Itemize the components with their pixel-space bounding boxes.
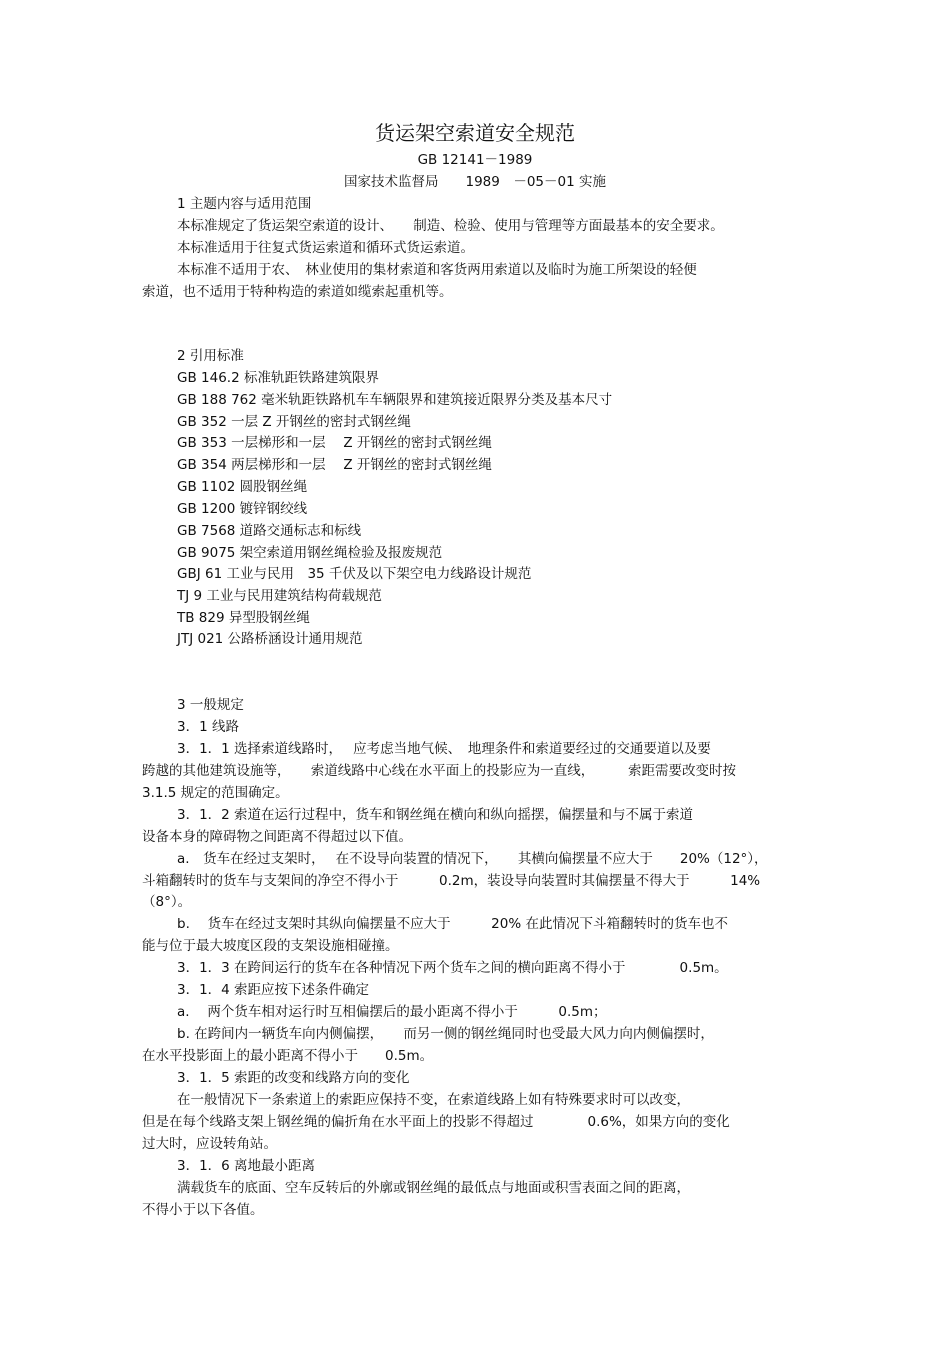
paragraph-line: a. 两个货车相对运行时互相偏摆后的最小距离不得小于 0.5m；: [177, 1004, 607, 1020]
paragraph-line: 不得小于以下各值。: [142, 1202, 264, 1218]
paragraph-line: 能与位于最大坡度区段的支架设施相碰撞。: [142, 938, 399, 954]
paragraph-line: 满载货车的底面、空车反转后的外廓或钢丝绳的最低点与地面或积雪表面之间的距离，: [177, 1180, 690, 1196]
reference-item: TB 829 异型股钢丝绳: [177, 610, 310, 626]
paragraph-line: 3．1．4 索距应按下述条件确定: [177, 982, 370, 998]
paragraph-line: 3．1．6 离地最小距离: [177, 1158, 316, 1174]
paragraph-line: a. 货车在经过支架时， 在不设导向装置的情况下， 其横向偏摆量不应大于 20%（12°），: [177, 851, 768, 867]
subsection-heading: 3．1 线路: [177, 719, 239, 735]
paragraph-line: 3．1．5 索距的改变和线路方向的变化: [177, 1070, 410, 1086]
paragraph-line: 3．1．1 选择索道线路时， 应考虑当地气候、 地理条件和索道要经过的交通要道以及要: [177, 741, 711, 757]
paragraph-line: b. 货车在经过支架时其纵向偏摆量不应大于 20% 在此情况下斗箱翻转时的货车也不: [177, 916, 728, 932]
paragraph-line: 过大时，应设转角站。: [142, 1136, 277, 1152]
reference-item: TJ 9 工业与民用建筑结构荷载规范: [177, 588, 382, 604]
paragraph-line: 在一般情况下一条索道上的索距应保持不变，在索道线路上如有特殊要求时可以改变，: [177, 1092, 690, 1108]
reference-item: GB 353 一层梯形和一层 Z 开钢丝的密封式钢丝绳: [177, 435, 492, 451]
reference-item: GBJ 61 工业与民用 35 千伏及以下架空电力线路设计规范: [177, 566, 532, 582]
paragraph-line: 索道，也不适用于特种构造的索道如缆索起重机等。: [142, 284, 453, 300]
paragraph-line: 设备本身的障碍物之间距离不得超过以下值。: [142, 829, 412, 845]
reference-item: GB 146.2 标准轨距铁路建筑限界: [177, 370, 379, 386]
paragraph-line: 斗箱翻转时的货车与支架间的净空不得小于 0.2m，装设导向装置时其偏摆量不得大于 14%: [142, 873, 761, 889]
document-code: GB 12141－1989: [417, 152, 533, 168]
reference-item: GB 188 762 毫米轨距铁路机车车辆限界和建筑接近限界分类及基本尺寸: [177, 392, 613, 408]
reference-item: GB 7568 道路交通标志和标线: [177, 523, 362, 539]
paragraph-line: 3.1.5 规定的范围确定。: [142, 785, 289, 801]
paragraph-line: 跨越的其他建筑设施等， 索道线路中心线在水平面上的投影应为一直线， 索距需要改变时按: [142, 763, 736, 779]
paragraph-line: 但是在每个线路支架上钢丝绳的偏折角在水平面上的投影不得超过 0.6%，如果方向的变化: [142, 1114, 730, 1130]
reference-item: GB 9075 架空索道用钢丝绳检验及报废规范: [177, 545, 443, 561]
paragraph-line: 本标准适用于往复式货运索道和循环式货运索道。: [177, 240, 474, 256]
paragraph-line: 本标准不适用于农、 林业使用的集材索道和客货两用索道以及临时为施工所架设的轻便: [177, 262, 697, 278]
paragraph-line: 3．1．2 索道在运行过程中，货车和钢丝绳在横向和纵向摇摆，偏摆量和与不属于索道: [177, 807, 694, 823]
document-title: 货运架空索道安全规范: [375, 121, 575, 145]
document-issuer: 国家技术监督局 1989 －05－01 实施: [343, 174, 606, 190]
paragraph-line: 本标准规定了货运架空索道的设计、 制造、检验、使用与管理等方面最基本的安全要求。: [177, 218, 724, 234]
section-heading: 1 主题内容与适用范围: [177, 196, 312, 212]
section-heading: 3 一般规定: [177, 697, 244, 713]
section-heading: 2 引用标准: [177, 348, 244, 364]
reference-item: GB 1200 镀锌钢绞线: [177, 501, 308, 517]
paragraph-line: b. 在跨间内一辆货车向内侧偏摆， 而另一侧的钢丝绳同时也受最大风力向内侧偏摆时，: [177, 1026, 714, 1042]
reference-item: GB 1102 圆股钢丝绳: [177, 479, 308, 495]
paragraph-line: 在水平投影面上的最小距离不得小于 0.5m。: [142, 1048, 434, 1064]
reference-item: JTJ 021 公路桥涵设计通用规范: [177, 631, 363, 647]
paragraph-line: （8°）。: [142, 894, 192, 910]
reference-item: GB 352 一层 Z 开钢丝的密封式钢丝绳: [177, 414, 411, 430]
paragraph-line: 3．1．3 在跨间运行的货车在各种情况下两个货车之间的横向距离不得小于 0.5m。: [177, 960, 728, 976]
reference-item: GB 354 两层梯形和一层 Z 开钢丝的密封式钢丝绳: [177, 457, 492, 473]
